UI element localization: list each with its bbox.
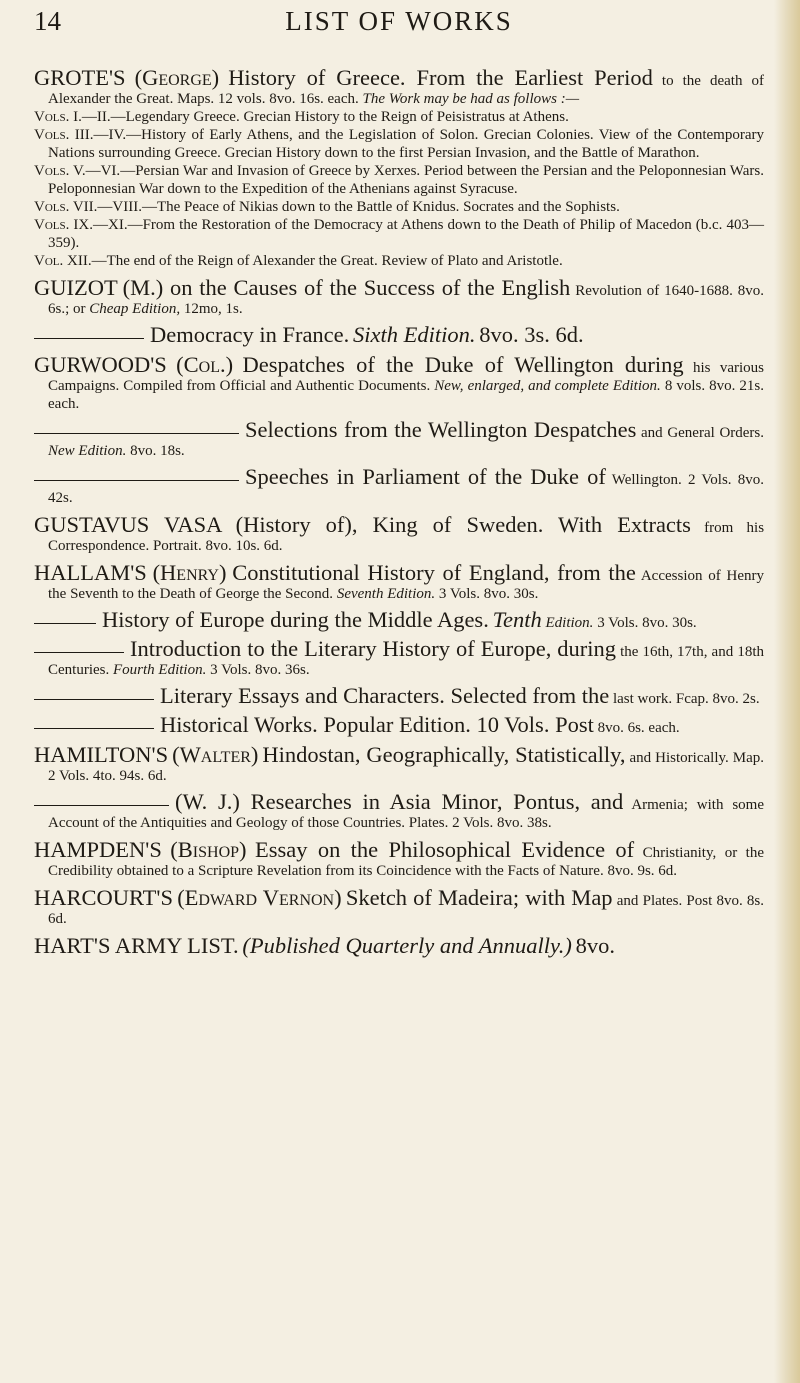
work-title: Essay on the Philosophical Evidence of xyxy=(255,837,635,862)
sub-entry xyxy=(34,684,764,708)
volume-line: Vols. VII.—VIII.—The Peace of Nikias down to the Battle of Knidus. Socrates and the Sophists. xyxy=(34,199,620,215)
work-title: Hindostan, Geographically, Statistically, xyxy=(262,742,626,767)
work-title: Selections from the Wellington Despatches xyxy=(245,417,637,442)
author-name: GURWOOD'S xyxy=(34,352,167,377)
catalogue-page xyxy=(34,0,764,958)
work-price: 8vo. 18s. xyxy=(130,443,185,459)
work-price: 8 vols. 8vo. 21s. each. xyxy=(48,378,765,412)
author-name: HAMILTON'S xyxy=(34,742,169,767)
work-description: his various Campaigns. Compiled from Official and Authentic Documents. xyxy=(48,360,765,394)
entry-hallam xyxy=(34,561,764,737)
work-title: Despatches of the Duke of Wellington during xyxy=(242,352,684,377)
work-description: and Plates. Post 8vo. 8s. 6d. xyxy=(48,893,764,927)
work-description: Armenia; with some Account of the Antiquities and Geology of those Countries. Plates. 2 Vols. 8vo. 38s. xyxy=(48,797,764,831)
ditto-rule xyxy=(34,652,124,653)
work-title: Historical Works. Popular Edition. 10 Vols. Post xyxy=(160,712,594,737)
work-price: 3 Vols. 8vo. 30s. xyxy=(597,615,697,631)
volume-line: Vols. IX.—XI.—From the Restoration of the Democracy at Athens down to the Death of Philip of Macedon (b.c. 403—359). xyxy=(34,217,764,251)
ditto-rule xyxy=(34,480,239,481)
edition-label: Edition. xyxy=(545,615,594,631)
entry-hamilton xyxy=(34,743,764,832)
author-given-name: (Henry) xyxy=(152,560,227,585)
entry-hart xyxy=(34,934,764,958)
work-description: Accession of Henry the Seventh to the Death of George the Second. xyxy=(48,568,764,602)
work-description: and Historically. Map. 2 Vols. 4to. 94s. 6d. xyxy=(48,750,765,784)
author-name: GUIZOT xyxy=(34,275,118,300)
author-name: GROTE'S xyxy=(34,65,126,90)
sub-entry xyxy=(34,418,764,460)
ditto-rule xyxy=(34,728,154,729)
work-description: the 16th, 17th, and 18th Centuries. xyxy=(48,644,764,678)
entry-grote xyxy=(34,66,764,270)
volume-line: Vols. V.—VI.—Persian War and Invasion of Greece by Xerxes. Period between the Persian and the Peloponnesian Wars. Peloponnesian War down to the Expedition of the Athenians against Syracuse. xyxy=(34,163,765,197)
author-given-name: (George) xyxy=(134,65,220,90)
volume-line: Vols. I.—II.—Legendary Greece. Grecian History to the Reign of Peisistratus at Athens. xyxy=(34,109,569,125)
entry-guizot xyxy=(34,276,764,347)
author-name: HARCOURT'S xyxy=(34,885,173,910)
ditto-rule xyxy=(34,805,169,806)
sub-entry xyxy=(34,790,764,832)
work-title: (M.) on the Causes of the Success of the English xyxy=(122,275,571,300)
author-given-name: (Walter) xyxy=(172,742,259,767)
sub-entry xyxy=(34,637,764,679)
sub-entry xyxy=(34,465,764,507)
work-description: Wellington. 2 Vols. 8vo. 42s. xyxy=(48,472,764,506)
work-description: 8vo. 6s. each. xyxy=(597,720,680,736)
work-description: Revolution of 1640-1688. 8vo. 6s.; or xyxy=(48,283,765,317)
edition-label: New, enlarged, and complete Edition. xyxy=(434,378,661,394)
page-number: 14 xyxy=(34,6,61,36)
work-title: Constitutional History of England, from the xyxy=(232,560,636,585)
author-name: GUSTAVUS VASA xyxy=(34,512,223,537)
work-title: Literary Essays and Characters. Selected from the xyxy=(160,683,610,708)
work-price: 12mo, 1s. xyxy=(183,301,243,317)
author-given-name: (Edward Vernon) xyxy=(177,885,342,910)
work-price: 8vo. 3s. 6d. xyxy=(479,322,584,347)
page-header xyxy=(34,0,764,66)
entry-gurwood xyxy=(34,353,764,507)
ditto-rule xyxy=(34,623,96,624)
publication-frequency: (Published Quarterly and Annually.) xyxy=(242,933,572,958)
edition-label: Seventh Edition. xyxy=(336,586,436,602)
volume-line: Vols. III.—IV.—History of Early Athens, and the Legislation of Solon. Grecian Colonies. View of the Contemporary Nations surrounding Greece. Grecian History down to the first Persian Invasion, and the Battle of Marathon. xyxy=(34,127,764,161)
work-title: Introduction to the Literary History of Europe, during xyxy=(130,636,617,661)
author-name: HAMPDEN'S xyxy=(34,837,162,862)
work-format: 8vo. xyxy=(575,933,616,958)
author-given-name: (Bishop) xyxy=(170,837,247,862)
edition-label: Sixth Edition. xyxy=(353,322,476,347)
work-title: Speeches in Parliament of the Duke of xyxy=(245,464,606,489)
work-title: History of Europe during the Middle Ages. xyxy=(102,607,489,632)
work-description: last work. Fcap. 8vo. 2s. xyxy=(612,691,760,707)
work-title: History of Greece. From the Earliest Period xyxy=(228,65,653,90)
page-edge-shadow xyxy=(774,0,800,1383)
work-description: to the death of Alexander the Great. Maps. 12 vols. 8vo. 16s. each. xyxy=(48,73,764,107)
work-price: 3 Vols. 8vo. 30s. xyxy=(438,586,539,602)
ditto-rule xyxy=(34,699,154,700)
entry-hampden xyxy=(34,838,764,880)
entry-harcourt xyxy=(34,886,764,928)
edition-label: New Edition. xyxy=(48,443,127,459)
edition-label: Tenth xyxy=(492,607,542,632)
work-price: 3 Vols. 8vo. 36s. xyxy=(210,662,310,678)
edition-label: Fourth Edition. xyxy=(113,662,207,678)
author-given-name: (Col.) xyxy=(176,352,234,377)
volume-line: Vol. XII.—The end of the Reign of Alexander the Great. Review of Plato and Aristotle. xyxy=(34,253,563,269)
sub-entry xyxy=(34,323,764,347)
ditto-rule xyxy=(34,338,144,339)
author-name: HALLAM'S xyxy=(34,560,147,585)
entry-gustavus-vasa xyxy=(34,513,764,555)
work-title: Sketch of Madeira; with Map xyxy=(345,885,613,910)
work-note: The Work may be had as follows :— xyxy=(362,91,580,107)
work-description: Christianity, or the Credibility obtained to a Scripture Revelation from its Coincidence with the Facts of Nature. 8vo. 9s. 6d. xyxy=(48,845,764,879)
edition-label: Cheap Edition, xyxy=(89,301,181,317)
work-description: and General Orders. xyxy=(641,425,765,441)
work-title: HART'S ARMY LIST. xyxy=(34,933,239,958)
work-title: (History of), King of Sweden. With Extracts xyxy=(235,512,691,537)
sub-entry xyxy=(34,608,764,632)
work-title: (W. J.) Researches in Asia Minor, Pontus, and xyxy=(175,789,624,814)
work-description: from his Correspondence. Portrait. 8vo. 10s. 6d. xyxy=(48,520,765,554)
running-head: LIST OF WORKS xyxy=(285,6,513,36)
ditto-rule xyxy=(34,433,239,434)
work-title: Democracy in France. xyxy=(150,322,350,347)
sub-entry xyxy=(34,713,764,737)
